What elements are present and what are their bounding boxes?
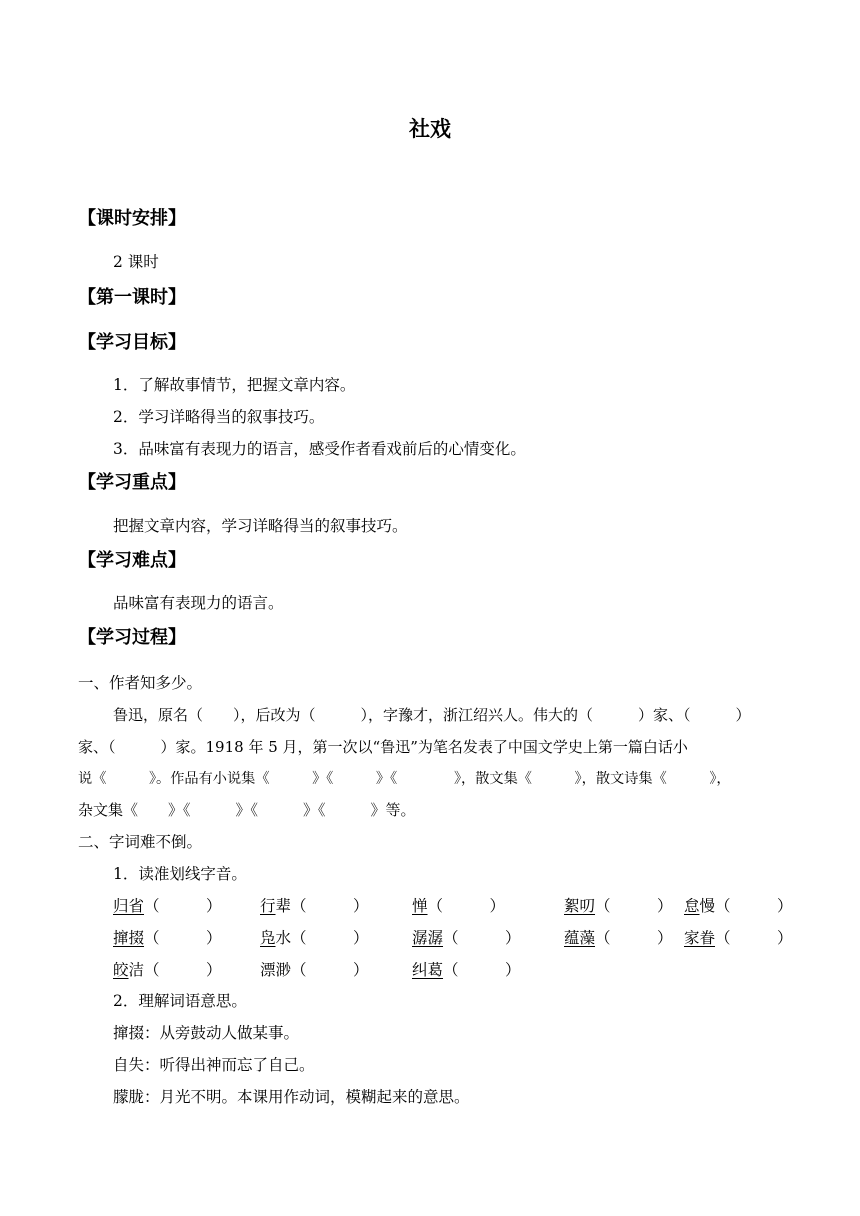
pinyin-item: 归省（ ） — [113, 897, 222, 915]
key-text: 把握文章内容，学习详略得当的叙事技巧。 — [113, 517, 408, 535]
part1-line: 家、（ ）家。1918 年 5 月，第一次以“鲁迅”为笔名发表了中国文学史上第一篇白话小 — [78, 738, 688, 756]
part1-line: 杂文集《 》《 》《 》《 》等。 — [78, 801, 416, 819]
pronunciation-subheading: 1．读准划线字音。 — [113, 865, 247, 883]
goal-item: 2．学习详略得当的叙事技巧。 — [113, 408, 325, 426]
pinyin-item: 蕴藻（ ） — [564, 929, 673, 947]
pinyin-item: 漂渺（ ） — [260, 961, 369, 979]
part1-line: 说《 》。作品有小说集《 》《 》《 》，散文集《 》，散文诗集《 》， — [78, 771, 731, 787]
definition-item: 撺掇：从旁鼓动人做某事。 — [113, 1024, 300, 1042]
heading-key: 【学习重点】 — [78, 472, 186, 493]
heading-process: 【学习过程】 — [78, 627, 186, 648]
pinyin-item: 絮叨（ ） — [564, 897, 673, 915]
pinyin-item: 撺掇（ ） — [113, 929, 222, 947]
goal-item: 1．了解故事情节，把握文章内容。 — [113, 376, 356, 394]
pinyin-item: 凫水（ ） — [260, 929, 369, 947]
pinyin-item: 行辈（ ） — [260, 897, 369, 915]
heading-difficult: 【学习难点】 — [78, 550, 186, 571]
pinyin-item: 怠慢（ ） — [684, 897, 793, 915]
pinyin-item: 潺潺（ ） — [412, 929, 521, 947]
goal-item: 3．品味富有表现力的语言，感受作者看戏前后的心情变化。 — [113, 440, 526, 458]
schedule-text: 2 课时 — [113, 253, 159, 271]
part1-heading: 一、作者知多少。 — [78, 674, 203, 692]
part2-heading: 二、字词难不倒。 — [78, 833, 203, 851]
definition-item: 朦胧：月光不明。本课用作动词，模糊起来的意思。 — [113, 1088, 470, 1106]
heading-goals: 【学习目标】 — [78, 332, 186, 353]
pinyin-item: 纠葛（ ） — [412, 961, 521, 979]
difficult-text: 品味富有表现力的语言。 — [113, 594, 284, 612]
pinyin-item: 家眷（ ） — [684, 929, 793, 947]
definition-item: 自失：听得出神而忘了自己。 — [113, 1056, 315, 1074]
meaning-subheading: 2．理解词语意思。 — [113, 992, 247, 1010]
heading-schedule: 【课时安排】 — [78, 208, 186, 229]
pinyin-item: 皎洁（ ） — [113, 961, 222, 979]
pinyin-item: 惮（ ） — [412, 897, 506, 915]
page-title: 社戏 — [409, 117, 451, 141]
part1-line: 鲁迅，原名（ ），后改为（ ），字豫才，浙江绍兴人。伟大的（ ）家、（ ） — [113, 706, 751, 724]
heading-lesson1: 【第一课时】 — [78, 287, 186, 308]
